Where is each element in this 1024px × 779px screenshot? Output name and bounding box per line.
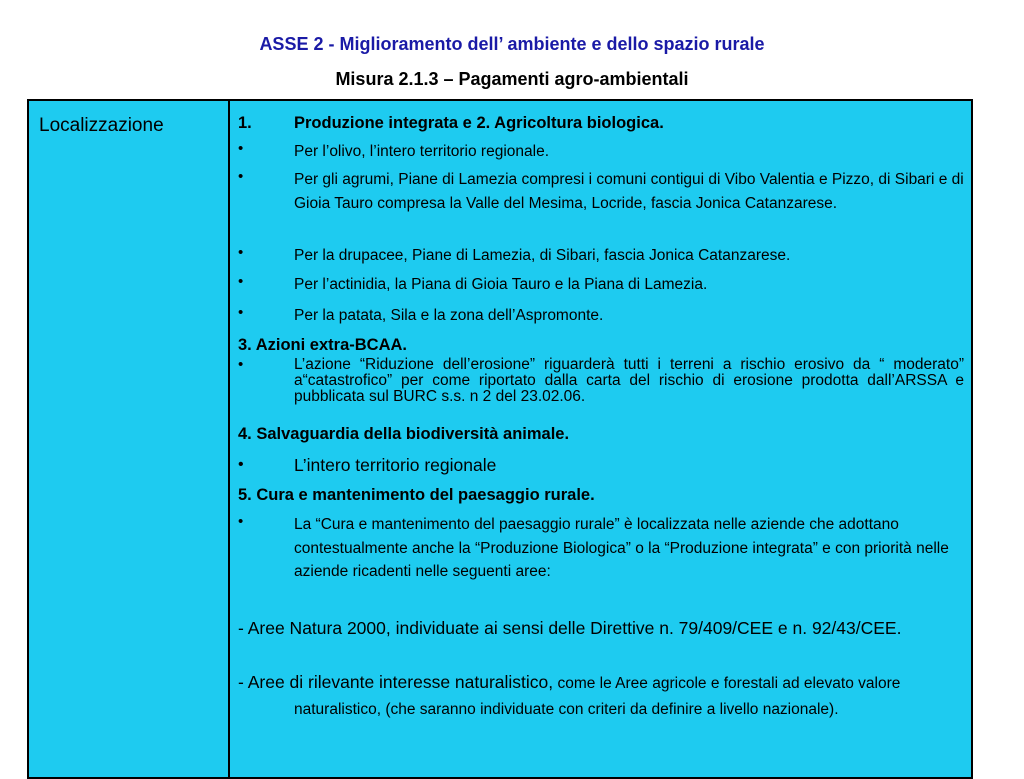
bullet-icon: • [238, 273, 244, 290]
list-item-text: Per gli agrumi, Piane di Lamezia compresi i comuni contigui di Vibo Valentia e Pizzo, di Sibari e di Gioia Tauro compresa la Valle del Mesima, Locride, fascia Jonica Catanzarese. [294, 171, 964, 212]
bullet-icon: • [238, 356, 244, 373]
area-item-lead: - Aree di rilevante interesse naturalistico, [238, 672, 554, 692]
section-5-title: 5. Cura e mantenimento del paesaggio rurale. [238, 486, 595, 504]
list-item-text: L’intero territorio regionale [294, 455, 497, 475]
localizzazione-label: Localizzazione [39, 115, 164, 136]
bullet-icon: • [238, 140, 244, 157]
section-3-title: 3. Azioni extra-BCAA. [238, 336, 407, 354]
area-item-text-block [238, 670, 964, 722]
area-item-text: - Aree Natura 2000, individuate ai sensi delle Direttive n. 79/409/CEE e n. 92/43/CEE. [238, 618, 902, 638]
slide-title: ASSE 2 - Miglioramento dell’ ambiente e dello spazio rurale [259, 34, 765, 54]
list-item-text: Per l’olivo, l’intero territorio regionale. [294, 143, 550, 160]
section-4-title: 4. Salvaguardia della biodiversità animale. [238, 425, 570, 443]
list-item-text: La “Cura e mantenimento del paesaggio rurale” è localizzata nelle aziende che adottano contestualmente anche la “Produzione Biologica” o la “Produzione integrata” e con priorità nelle aziende ricadenti nelle seguenti aree: [294, 516, 949, 580]
section-1-number: 1. [238, 114, 252, 132]
list-item-text: Per l’actinidia, la Piana di Gioia Tauro e la Piana di Lamezia. [294, 276, 708, 293]
description-column [230, 101, 971, 777]
list-item-text: L’azione “Riduzione dell’erosione” riguarderà tutti i terreni a rischio erosivo da “ moderato” a“catastrofico” per come riportato dalla carta del rischio di erosione prodotta dall’ARSSA e pubblicata sul BURC s.s. n 2 del 23.02.06. [294, 356, 964, 405]
section-1-title: Produzione integrata e 2. Agricoltura biologica. [294, 114, 664, 132]
area-item-rest: come le Aree agricole e forestali ad elevato valore naturalistico, (che saranno individuate con criteri da definire a livello nazionale). [294, 675, 901, 718]
bullet-icon: • [238, 168, 244, 185]
content-table [27, 99, 973, 779]
label-column [29, 101, 230, 777]
bullet-icon: • [238, 244, 244, 261]
bullet-icon: • [238, 304, 244, 321]
bullet-icon: • [238, 456, 244, 473]
list-item-text: Per la patata, Sila e la zona dell’Aspromonte. [294, 307, 604, 324]
bullet-icon: • [238, 513, 244, 530]
slide-subtitle: Misura 2.1.3 – Pagamenti agro-ambientali [335, 69, 689, 89]
list-item-text: Per la drupacee, Piane di Lamezia, di Sibari, fascia Jonica Catanzarese. [294, 247, 791, 264]
